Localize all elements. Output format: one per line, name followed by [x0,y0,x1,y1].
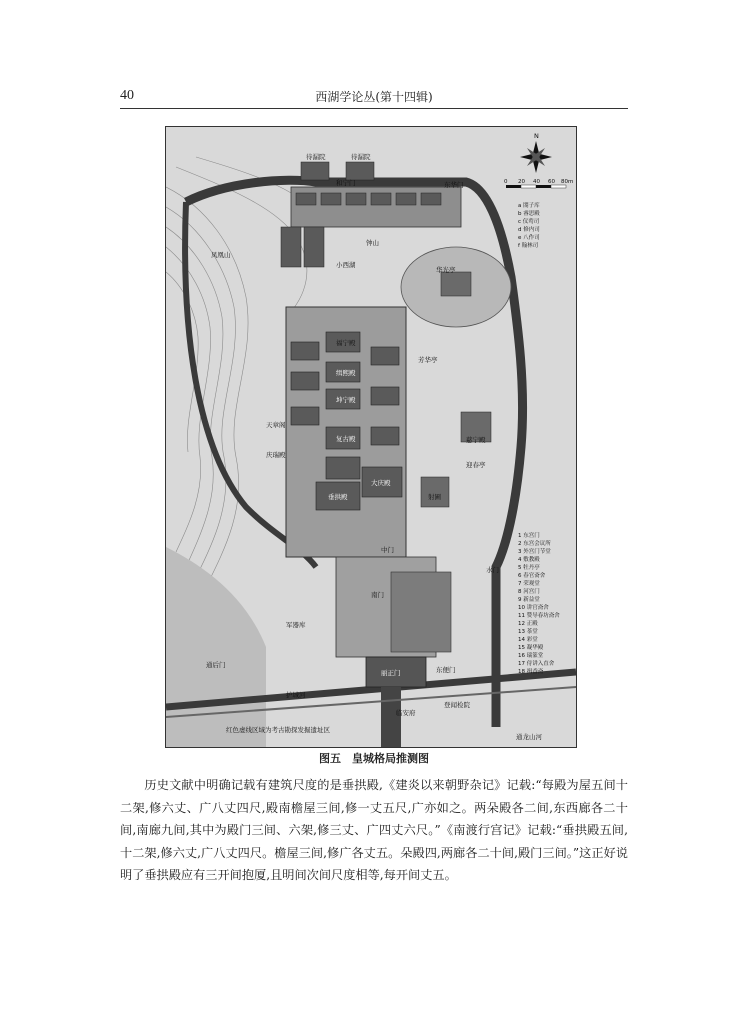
legend-item: 9 新益堂 [518,597,540,603]
legend-item: b 睿思殿 [518,211,540,217]
map-label: 南门 [371,591,384,599]
legend-item: 13 茶堂 [518,629,538,635]
legend-item: 8 河宫门 [518,589,540,595]
scale-tick: 40 [533,179,540,185]
map-label: 水门 [486,566,499,574]
page-header [120,88,628,108]
legend-top [518,201,540,249]
map-label: 天章阁 [266,421,286,429]
map-label: 待漏院 [306,153,326,161]
map-label: 和宁门 [336,179,356,187]
map-label: 复古殿 [336,435,356,443]
scale-tick: 60 [548,179,555,185]
legend-item: 17 侍讲入直舍 [518,661,555,667]
map-label: 待漏院 [351,153,371,161]
map-label: 凤凰山 [211,251,231,259]
legend-item: 2 东宫会议所 [518,541,551,547]
map-label: 小西湖 [336,261,356,269]
running-title: 西湖学论丛(第十四辑) [315,90,433,104]
legend-item: 14 彩堂 [518,637,538,643]
map-label: 大庆殿 [371,479,391,487]
map-label: 东华门 [444,181,464,189]
header-rule [120,108,628,109]
legend-bottom [518,531,560,675]
map-note: 红色虚线区域为考古勘探发掘遗址区 [226,726,330,734]
legend-item: a 閤子库 [518,203,540,209]
legend-item: 11 赞导春坊斋舍 [518,613,560,619]
map-label: 慈宁殿 [466,436,486,444]
legend-item: 3 外宫门节堂 [518,549,551,555]
legend-item: 15 凝华殿 [518,645,544,651]
palace-map [165,126,577,748]
map-label: 垂拱殿 [328,493,348,501]
map-label: 福宁殿 [336,339,356,347]
map-label: 坤宁殿 [336,396,356,404]
map-label: 庆瑞殿 [266,451,286,459]
legend-item: f 翰林司 [518,243,539,249]
map-label: 丽正门 [381,669,401,677]
scale-tick: 80m [561,179,574,185]
compass-icon [520,132,552,173]
legend-item: 18 揖香斋 [518,669,544,675]
legend-item: 16 瑞篆堂 [518,653,544,659]
page-number: 40 [120,88,134,103]
map-label: 军器库 [286,621,306,629]
legend-item: 5 牡丹亭 [518,565,540,571]
archery-hall [421,477,449,507]
legend-item: d 修内司 [518,227,540,233]
legend-item: 12 正殿 [518,621,538,627]
palace-map-svg [166,127,576,747]
map-label: 东便门 [436,666,456,674]
legend-item: 1 东宫门 [518,533,540,539]
legend-item: c 仪鸾司 [518,219,540,225]
map-label: 迎春亭 [466,461,486,469]
body-paragraph: 历史文献中明确记载有建筑尺度的是垂拱殿,《建炎以来朝野杂记》记载:“每殿为屋五间十二架,修六丈、广八丈四尺,殿南檐屋三间,修一丈五尺,广亦如之。两朵殿各二间,东西廊各二十间,南廊九间,其中为殿门三间、六架,修三丈、广四丈六尺。”《南渡行宫记》记载:“垂拱殿五间,十二架,修六丈,广八丈四尺。檐屋三间,修广各丈五。朵殿四,两廊各二十间,殿门三间。”这正好说明了垂拱殿应有三开间抱厦,且明间次间尺度相等,每开间丈五。 [120,778,628,882]
terrain-shade [166,547,266,747]
map-note: 通龙山河 [516,733,542,741]
legend-item: 10 讲官斋舍 [518,605,549,611]
map-label: 芳华亭 [418,356,438,364]
figure-caption: 图五 皇城格局推测图 [319,752,429,765]
north-label: N [534,132,539,140]
legend-item: 7 荣观堂 [518,581,540,587]
map-label: 华光亭 [436,266,456,274]
scale-tick: 20 [518,179,525,185]
legend-item: e 八作司 [518,235,540,241]
east-palace [391,572,451,652]
map-label: 中门 [381,546,394,554]
scale-tick: 0 [504,179,508,185]
map-label: 缉熙殿 [336,369,356,377]
legend-item: 4 敷教殿 [518,557,540,563]
map-label: 射圃 [428,493,441,501]
map-label: 通后门 [206,661,226,669]
scale-bar [504,179,573,188]
legend-item: 6 春官斋舍 [518,573,546,579]
map-label: 护城河 [286,691,306,699]
map-label: 钟山 [366,239,379,247]
map-label: 登闻检院 [444,701,470,709]
garden-hall [441,272,471,296]
map-label: 临安府 [396,709,416,717]
imperial-road [381,687,401,747]
